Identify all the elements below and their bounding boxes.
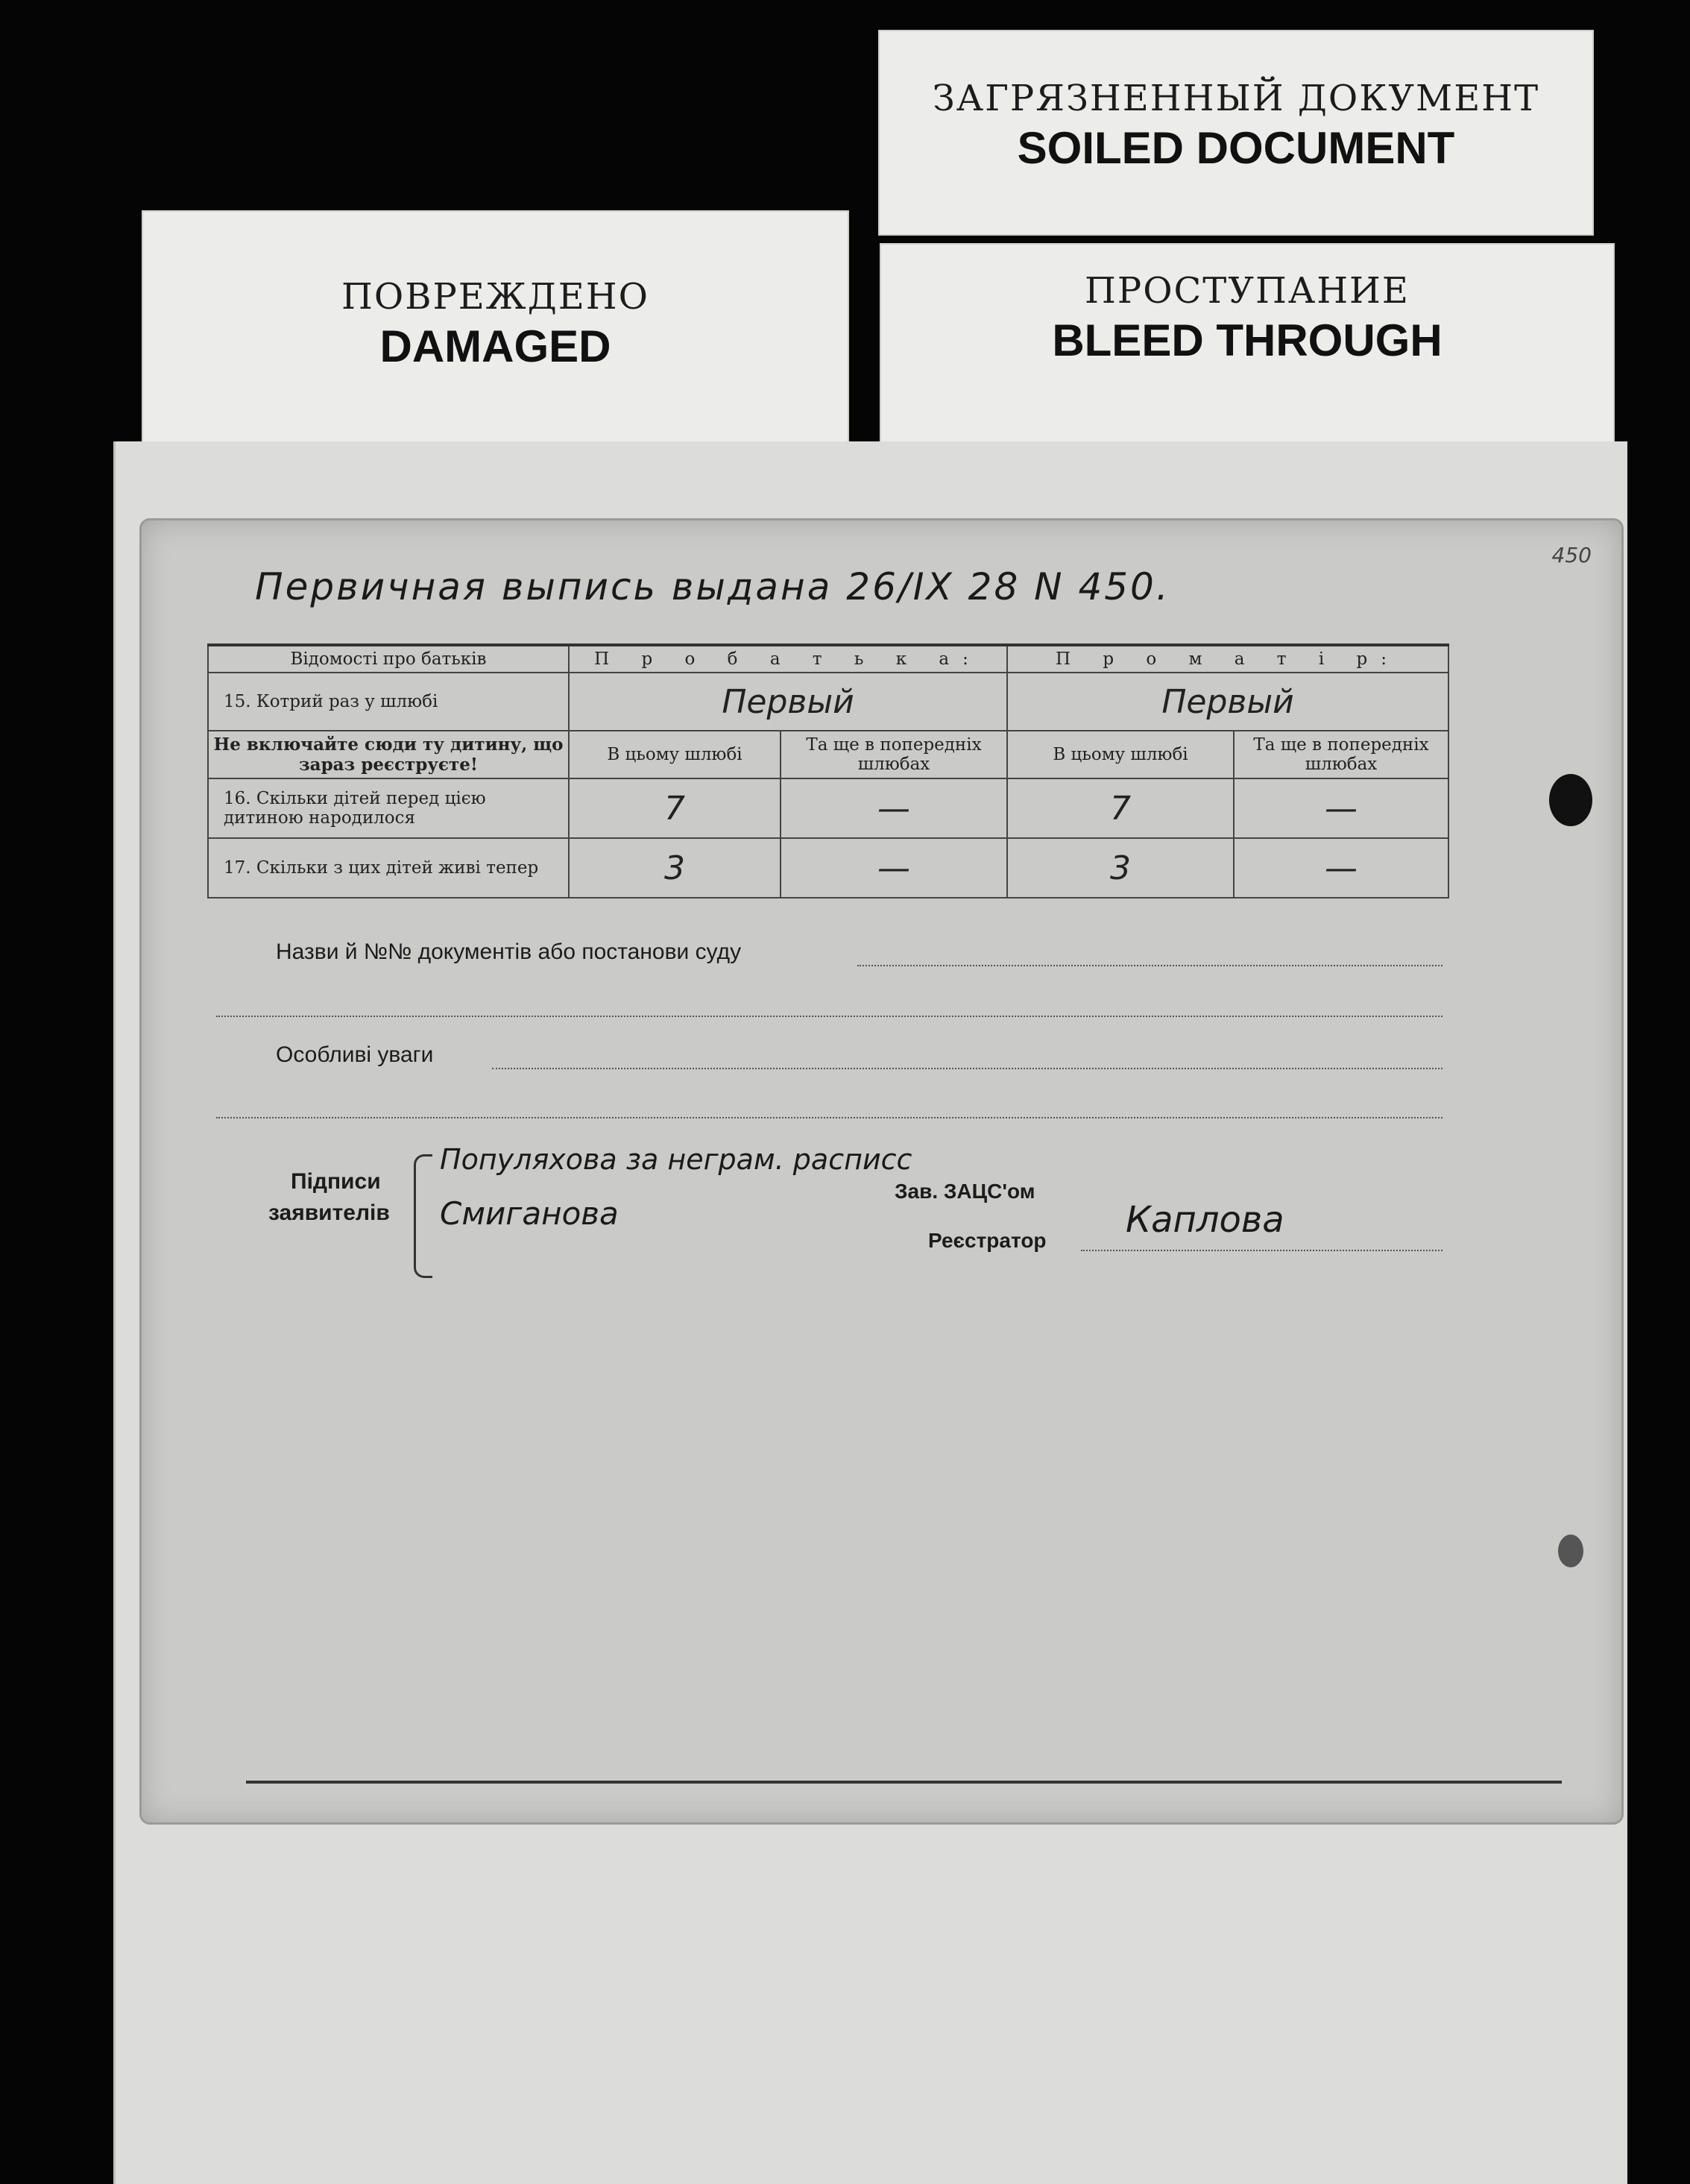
corner-number: 450 — [1551, 543, 1592, 567]
col-father-header: П р о б а т ь к а: — [569, 645, 1007, 673]
parents-table — [207, 643, 1449, 899]
registrar-signature: Каплова — [1126, 1199, 1284, 1241]
remarks-line-2 — [216, 1117, 1443, 1118]
handwritten-header: Первичная выпись выдана 26/IX 28 N 450. — [255, 565, 1170, 608]
remarks-label: Особливі уваги — [276, 1042, 434, 1067]
damaged-card — [142, 210, 849, 459]
row17-father-prev: — — [781, 838, 1007, 898]
soiled-document-card — [878, 30, 1594, 236]
registrar-line — [1081, 1250, 1443, 1251]
row17-father-this: 3 — [569, 838, 781, 898]
bleed-label-ru: ПРОСТУПАНИЕ — [1085, 270, 1410, 312]
registrar-label: Реєстратор — [928, 1229, 1047, 1252]
row17-label: 17. Скільки з цих дітей живі тепер — [208, 838, 569, 898]
applicant-signature-1: Популяхова за неграм. расписс — [440, 1143, 912, 1176]
row17-mother-this: 3 — [1007, 838, 1234, 898]
head-label: Зав. ЗАЦС'ом — [895, 1180, 1035, 1203]
sub-prev-mother: Та ще в попередніх шлюбах — [1234, 731, 1448, 778]
row15-father: Первый — [569, 673, 1007, 731]
row16-label: 16. Скільки дітей перед цією дитиною народилося — [208, 778, 569, 838]
punch-hole-top — [1549, 774, 1592, 826]
signatures-brace — [414, 1154, 432, 1278]
soiled-label-en: SOILED DOCUMENT — [1017, 123, 1455, 173]
form-bottom-rule — [246, 1781, 1562, 1784]
damaged-label-en: DAMAGED — [379, 321, 611, 371]
remarks-line-1 — [492, 1068, 1443, 1069]
row17-mother-prev: — — [1234, 838, 1448, 898]
punch-hole-bottom — [1558, 1535, 1583, 1567]
registration-form — [139, 518, 1624, 1825]
row16-mother-prev: — — [1234, 778, 1448, 838]
bleed-label-en: BLEED THROUGH — [1052, 315, 1443, 365]
signatures-label-1: Підписи — [291, 1169, 381, 1194]
signatures-label-2: заявителів — [268, 1200, 390, 1225]
documents-line-2 — [216, 1016, 1443, 1017]
documents-line-1 — [857, 965, 1443, 966]
soiled-label-ru: ЗАГРЯЗНЕННЫЙ ДОКУМЕНТ — [932, 78, 1540, 119]
row16-mother-this: 7 — [1007, 778, 1234, 838]
row15-mother: Первый — [1007, 673, 1448, 731]
exclude-note: Не включайте сюди ту дитину, що зараз реєструєте! — [208, 731, 569, 778]
row15-label: 15. Котрий раз у шлюбі — [208, 673, 569, 731]
sub-this-mother: В цьому шлюбі — [1007, 731, 1234, 778]
documents-label: Назви й №№ документів або постанови суду — [276, 940, 742, 964]
damaged-label-ru: ПОВРЕЖДЕНО — [341, 276, 650, 318]
sub-this-father: В цьому шлюбі — [569, 731, 781, 778]
applicant-signature-2: Смиганова — [440, 1195, 619, 1232]
col-info-header: Відомості про батьків — [208, 645, 569, 673]
bleed-through-card — [880, 243, 1615, 462]
row16-father-this: 7 — [569, 778, 781, 838]
row16-father-prev: — — [781, 778, 1007, 838]
col-mother-header: П р о м а т і р: — [1007, 645, 1448, 673]
sub-prev-father: Та ще в попередніх шлюбах — [781, 731, 1007, 778]
